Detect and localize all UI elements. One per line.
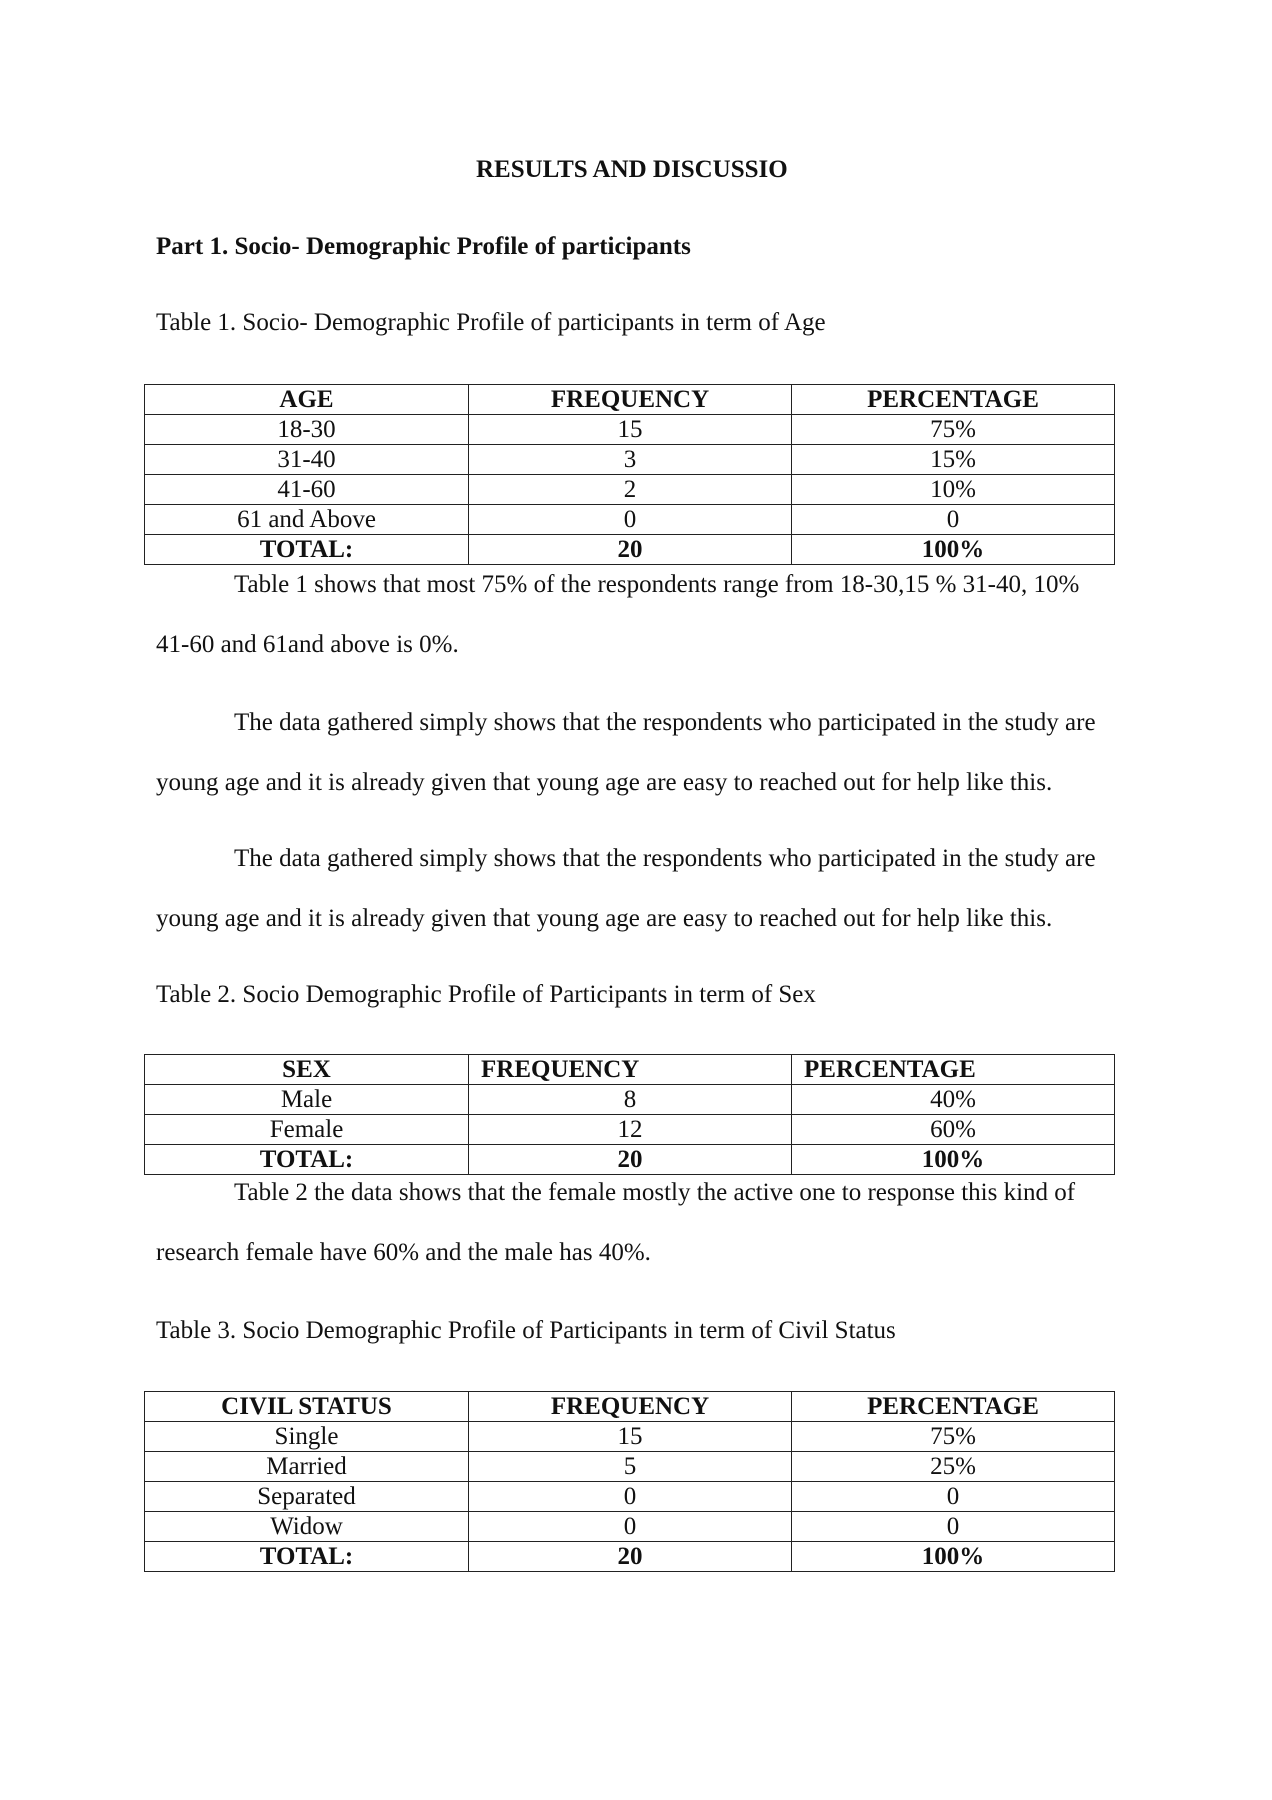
table-cell: Female — [145, 1115, 469, 1145]
table-cell: 0 — [469, 1482, 792, 1512]
table-cell: 0 — [792, 505, 1115, 535]
table3-caption: Table 3. Socio Demographic Profile of Participants in term of Civil Status — [156, 1317, 896, 1344]
table-cell: Married — [145, 1452, 469, 1482]
header-cell: PERCENTAGE — [792, 385, 1115, 415]
table3-civil-status — [144, 1391, 1115, 1572]
table-cell: 31-40 — [145, 445, 469, 475]
paragraph1-line1: The data gathered simply shows that the respondents who participated in the study are — [234, 709, 1096, 736]
table-header-row — [145, 385, 1115, 415]
table-row — [145, 445, 1115, 475]
header-cell: AGE — [145, 385, 469, 415]
table-cell: 5 — [469, 1452, 792, 1482]
table-cell: 61 and Above — [145, 505, 469, 535]
table-cell: 8 — [469, 1085, 792, 1115]
table-cell: Single — [145, 1422, 469, 1452]
table-cell: 15 — [469, 1422, 792, 1452]
table-row — [145, 1482, 1115, 1512]
table-cell: 15 — [469, 415, 792, 445]
table-cell: 41-60 — [145, 475, 469, 505]
table-cell: Male — [145, 1085, 469, 1115]
header-cell: CIVIL STATUS — [145, 1392, 469, 1422]
total-cell: 100% — [792, 1542, 1115, 1572]
table1-age — [144, 384, 1115, 565]
table2-discussion-line1: Table 2 the data shows that the female mostly the active one to response this kind of — [234, 1179, 1076, 1206]
table-cell: 0 — [469, 505, 792, 535]
table-cell: 60% — [792, 1115, 1115, 1145]
table2-sex — [144, 1054, 1115, 1175]
total-cell: 20 — [469, 1542, 792, 1572]
table-row — [145, 1512, 1115, 1542]
table-cell: 18-30 — [145, 415, 469, 445]
table-cell: 0 — [469, 1512, 792, 1542]
table-cell: Separated — [145, 1482, 469, 1512]
table-total-row — [145, 535, 1115, 565]
table-cell: 75% — [792, 415, 1115, 445]
part-heading: Part 1. Socio- Demographic Profile of participants — [156, 233, 691, 260]
paragraph2-line1: The data gathered simply shows that the respondents who participated in the study are — [234, 845, 1096, 872]
table-total-row — [145, 1542, 1115, 1572]
table-cell: 3 — [469, 445, 792, 475]
total-cell: TOTAL: — [145, 1145, 469, 1175]
total-cell: 20 — [469, 1145, 792, 1175]
header-cell: PERCENTAGE — [792, 1055, 1115, 1085]
table2-caption: Table 2. Socio Demographic Profile of Participants in term of Sex — [156, 981, 816, 1008]
table-header-row — [145, 1055, 1115, 1085]
table-cell: 2 — [469, 475, 792, 505]
table-cell: 0 — [792, 1512, 1115, 1542]
paragraph2-line2: young age and it is already given that young age are easy to reached out for help like this. — [156, 905, 1053, 932]
table-row — [145, 1085, 1115, 1115]
table1-caption: Table 1. Socio- Demographic Profile of participants in term of Age — [156, 309, 826, 336]
total-cell: TOTAL: — [145, 535, 469, 565]
table-cell: 40% — [792, 1085, 1115, 1115]
table-cell: 75% — [792, 1422, 1115, 1452]
table2-discussion-line2: research female have 60% and the male has 40%. — [156, 1239, 651, 1266]
table-cell: 12 — [469, 1115, 792, 1145]
page-title: RESULTS AND DISCUSSIO — [476, 156, 788, 183]
header-cell: SEX — [145, 1055, 469, 1085]
table-total-row — [145, 1145, 1115, 1175]
table-cell: 25% — [792, 1452, 1115, 1482]
table-row — [145, 415, 1115, 445]
total-cell: 100% — [792, 1145, 1115, 1175]
table-row — [145, 1115, 1115, 1145]
table-row — [145, 1452, 1115, 1482]
table-header-row — [145, 1392, 1115, 1422]
header-cell: FREQUENCY — [469, 1392, 792, 1422]
table-cell: 10% — [792, 475, 1115, 505]
total-cell: 100% — [792, 535, 1115, 565]
header-cell: FREQUENCY — [469, 1055, 792, 1085]
table-cell: 15% — [792, 445, 1115, 475]
total-cell: TOTAL: — [145, 1542, 469, 1572]
header-cell: PERCENTAGE — [792, 1392, 1115, 1422]
table-cell: 0 — [792, 1482, 1115, 1512]
table-row — [145, 505, 1115, 535]
table1-discussion-line1: Table 1 shows that most 75% of the respondents range from 18-30,15 % 31-40, 10% — [234, 571, 1080, 598]
paragraph1-line2: young age and it is already given that young age are easy to reached out for help like this. — [156, 769, 1053, 796]
table-cell: Widow — [145, 1512, 469, 1542]
table-row — [145, 475, 1115, 505]
table1-discussion-line2: 41-60 and 61and above is 0%. — [156, 631, 459, 658]
total-cell: 20 — [469, 535, 792, 565]
header-cell: FREQUENCY — [469, 385, 792, 415]
table-row — [145, 1422, 1115, 1452]
